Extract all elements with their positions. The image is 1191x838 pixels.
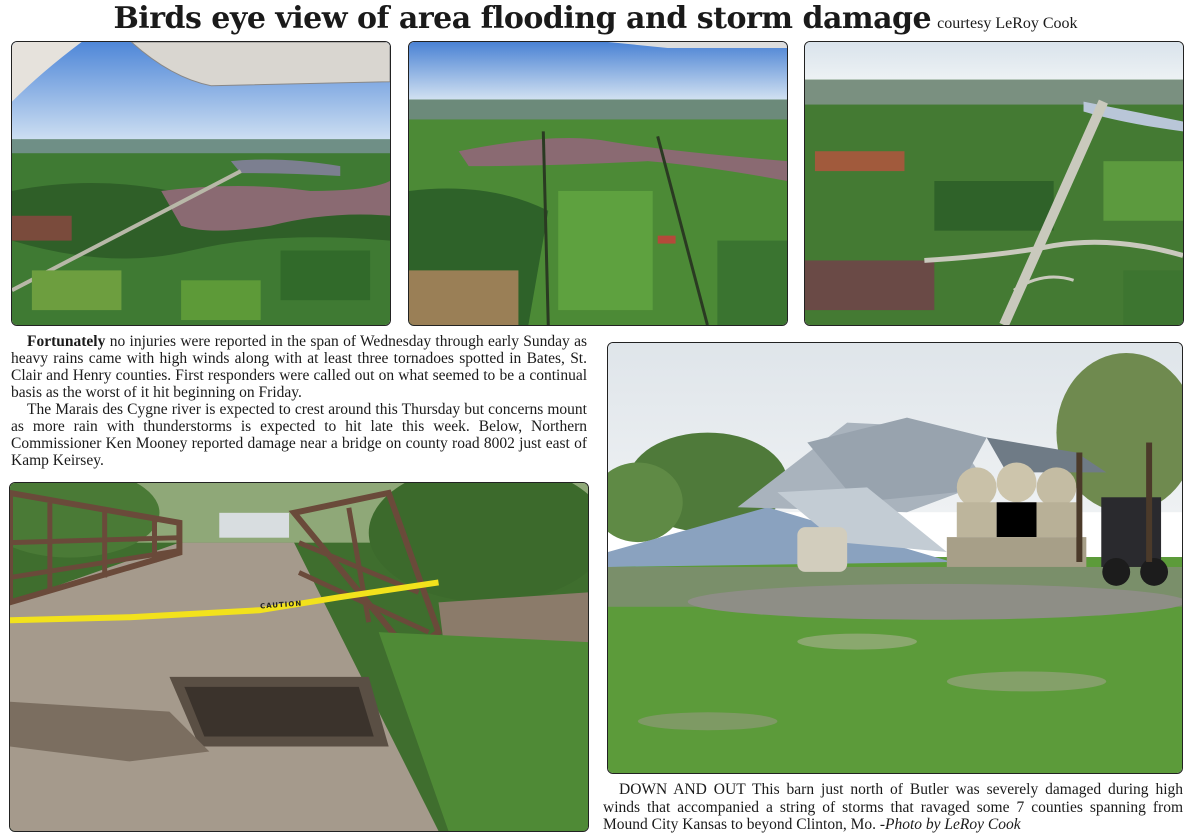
- article-paragraph-1-text: no injuries were reported in the span of Wednesday through early Sunday as heavy rains came with high winds along with at least three tornadoes spotted in Bates, St. Clair and Henry counties. First responders were called out on what seemed to be a continual basis as the worst of it hit beginning on Friday.: [11, 333, 588, 401]
- aerial-photo-3-graphic: [805, 42, 1183, 325]
- aerial-photo-highway-interchange: [804, 41, 1184, 326]
- bridge-photo-graphic: [10, 483, 588, 831]
- headline-credit: courtesy LeRoy Cook: [937, 15, 1078, 32]
- aerial-photo-flooded-fields: [408, 41, 788, 326]
- aerial-photo-1-graphic: [12, 42, 390, 325]
- article-paragraph-2: The Marais des Cygne river is expected to crest around this Thursday but concerns mount as more rain with thunderstorms is expected to hit late this week. Below, Northern Commissioner Ken Mooney reported damage near a bridge on county road 8002 just east of Kamp Keirsey.: [11, 401, 587, 469]
- barn-photo-graphic: [608, 343, 1182, 773]
- aerial-photo-flooded-valley: [11, 41, 391, 326]
- headline: [0, 0, 1191, 38]
- bridge-damage-photo: [9, 482, 589, 832]
- caption-paragraph: [603, 781, 1183, 834]
- article-lead-word: Fortunately: [27, 333, 106, 350]
- article-body: [11, 333, 587, 469]
- headline-title: Birds eye view of area flooding and storm damage: [113, 1, 932, 36]
- article-paragraph-1: [11, 333, 587, 401]
- caption-text: DOWN AND OUT This barn just north of Butler was severely damaged during high winds that accompanied a string of storms that ravaged some 7 counties spanning from Mound City Kansas to beyond Clinton, Mo.: [603, 781, 1183, 833]
- caption-photo-credit: -Photo by LeRoy Cook: [879, 816, 1021, 833]
- aerial-photo-2-graphic: [409, 42, 787, 325]
- barn-photo-caption: [603, 781, 1183, 834]
- barn-damage-photo: [607, 342, 1183, 774]
- caution-tape-label: CAUTION: [259, 599, 303, 611]
